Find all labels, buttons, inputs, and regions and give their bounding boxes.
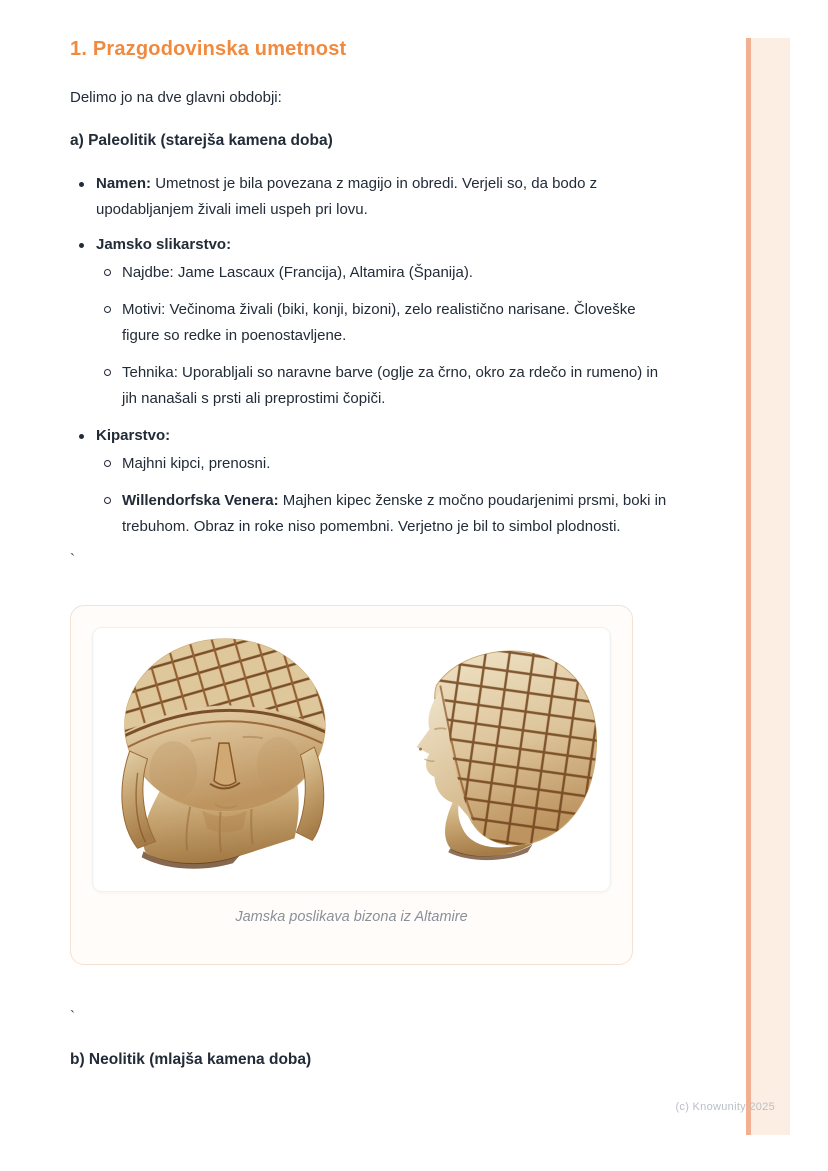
intro-paragraph: Delimo jo na dve glavni obdobji: <box>70 89 282 106</box>
sublist-item-text: Majhen kipec ženske z močno poudarjenimi prsmi, boki in trebuhom. Obraz in roke niso pomembni. Verjetno je bil to simbol plodnosti. <box>122 492 667 535</box>
kiparstvo-sublist <box>96 451 671 540</box>
list-item-jamsko-slikarstvo <box>70 232 671 412</box>
stray-backtick: ` <box>70 551 75 568</box>
sublist-item-text: Motivi: Večinoma živali (biki, konji, bizoni), zelo realistično narisane. Človeške figure so redke in poenostavljene. <box>122 301 636 344</box>
sublist-item-motivi <box>96 297 670 349</box>
list-item-label: Namen: <box>96 175 152 192</box>
bullet-icon <box>79 434 84 439</box>
page-title: 1. Prazgodovinska umetnost <box>70 38 347 60</box>
sublist-item-text: Najdbe: Jame Lascaux (Francija), Altamira (Španija). <box>122 264 473 281</box>
circle-bullet-icon <box>104 306 111 313</box>
sublist-item-label: Willendorfska Venera: <box>122 492 279 509</box>
bullet-icon <box>79 243 84 248</box>
sublist-item-willendorfska-venera <box>96 488 670 540</box>
list-item-text: Umetnost je bila povezana z magijo in obredi. Verjeli so, da bodo z upodabljanjem živali imeli uspeh pri lovu. <box>96 175 598 218</box>
figure-image <box>92 627 611 892</box>
section-a-title: a) Paleolitik (starejša kamena doba) <box>70 132 333 149</box>
list-item-label: Kiparstvo: <box>96 427 171 444</box>
copyright-note: (c) Knowunity 2025 <box>675 1101 775 1113</box>
circle-bullet-icon <box>104 497 111 504</box>
sublist-item-text: Tehnika: Uporabljali so naravne barve (oglje za črno, okro za rdečo in rumeno) in jih nanašali s prsti ali preprostimi čopiči. <box>122 364 659 407</box>
sublist-item-kipci <box>96 451 670 477</box>
figure-card <box>70 605 633 965</box>
circle-bullet-icon <box>104 369 111 376</box>
sublist-item-tehnika <box>96 360 670 412</box>
section-b-title: b) Neolitik (mlajša kamena doba) <box>70 1051 312 1068</box>
figurine-illustration <box>93 628 610 891</box>
list-item-kiparstvo <box>70 423 671 540</box>
circle-bullet-icon <box>104 460 111 467</box>
list-item-label: Jamsko slikarstvo: <box>96 236 232 253</box>
bullet-icon <box>79 182 84 187</box>
circle-bullet-icon <box>104 269 111 276</box>
sublist-item-text: Majhni kipci, prenosni. <box>122 455 271 472</box>
stray-backtick: ` <box>70 1008 75 1025</box>
sublist-item-najdbe <box>96 260 670 286</box>
jamsko-slikarstvo-sublist <box>96 260 671 412</box>
list-item-namen <box>70 171 671 223</box>
figure-caption: Jamska poslikava bizona iz Altamire <box>235 909 468 925</box>
paleolitik-list <box>70 171 690 540</box>
